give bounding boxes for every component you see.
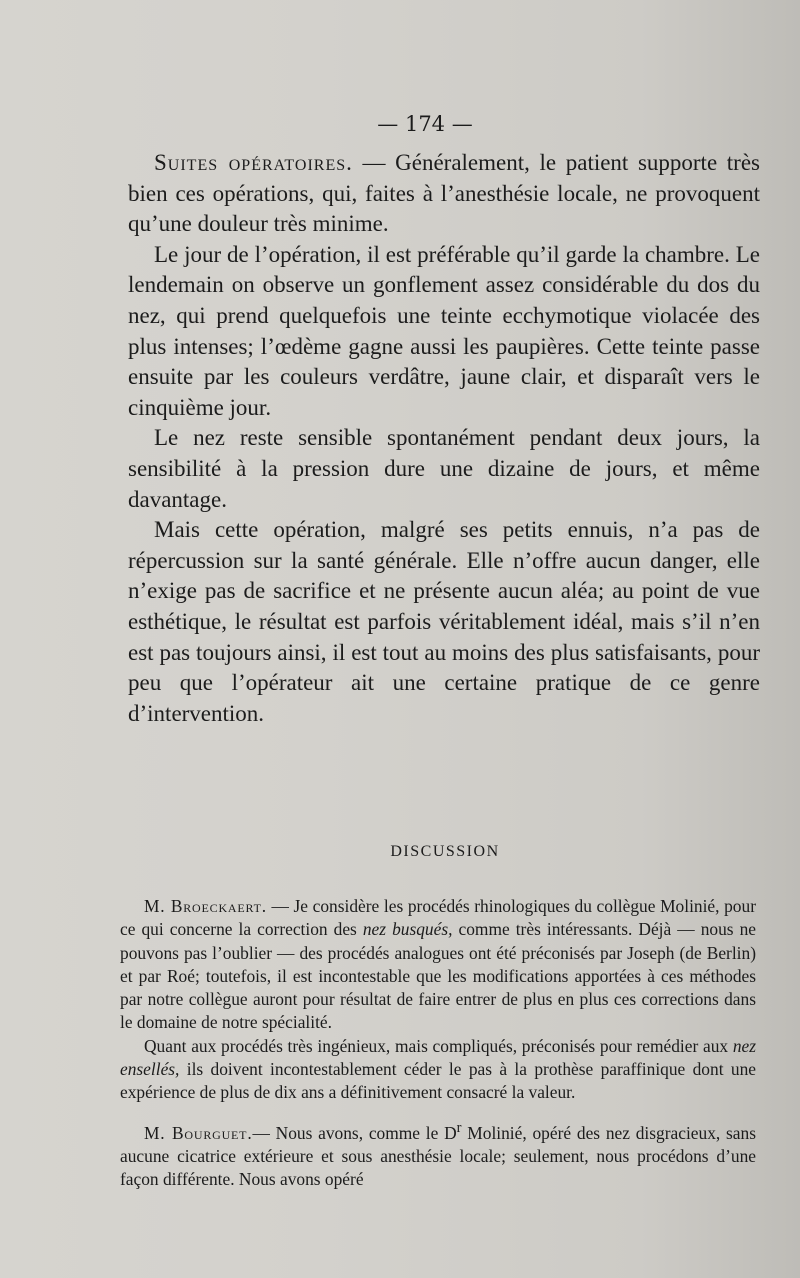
page-number: — 174 — <box>377 112 473 136</box>
paragraph-text: comme très intéressants. Déjà — nous ne pouvons pas l’oublier — des procédés analogues ont été préconisés par Joseph (de Berlin) et par Roé; toutefois, il est incontestable que les modifications apportées à ces méthodes par notre collègue auront pour résultat de faire entrer de plus en plus ces corrections dans le domaine de notre spécialité. <box>120 919 756 1033</box>
discussion-heading: DISCUSSION <box>390 843 500 860</box>
paragraph-jour-operation: Le jour de l’opération, il est préférable qu’il garde la chambre. Le lendemain on observe un gonflement assez considérable du dos du nez, qui prend quelquefois une teinte ecchymotique violacée des plus intenses; l’œdème gagne aussi les paupières. Cette teinte passe ensuite par les couleurs verdâtre, jaune clair, et disparaît vers le cinquième jour. <box>128 241 760 420</box>
discussion-paragraph-ensellés <box>120 1035 756 1105</box>
paragraph-text: — Nous avons, comme le D <box>252 1122 457 1143</box>
discussion-paragraph-broeckaert <box>120 895 756 1035</box>
speaker-name: M. Bourguet. <box>144 1122 253 1143</box>
paragraph-text: Molinié, opéré des nez disgracieux, sans aucune cicatrice extérieure et sous anesthésie locale; seulement, nous procédons d’une façon différente. Nous avons opéré <box>120 1122 756 1190</box>
paragraph-conclusion: Mais cette opération, malgré ses petits ennuis, n’a pas de répercussion sur la santé générale. Elle n’offre aucun danger, elle n’exige pas de sacrifice et ne présente aucun aléa; au point de vue esthétique, le résultat est parfois véritablement idéal, mais s’il n’en est pas toujours ainsi, il est tout au moins des plus satisfaisants, pour peu que l’opérateur ait une certaine pratique de ce genre d’intervention. <box>128 517 760 726</box>
italic-term: nez busqués, <box>362 919 453 940</box>
paragraph-suites-operatoires <box>128 148 760 240</box>
section-title: Suites opératoires. <box>154 150 353 175</box>
discussion-paragraph-bourguet <box>120 1117 756 1192</box>
paragraph-text: Quant aux procédés très ingénieux, mais compliqués, préconisés pour remédier aux <box>144 1035 733 1056</box>
main-text <box>128 148 760 729</box>
italic-term: nez ensellés, <box>120 1035 756 1080</box>
paragraph-nez-sensible: Le nez reste sensible spontanément pendant deux jours, la sensibilité à la pression dure une dizaine de jours, et même davantage. <box>128 425 760 512</box>
paragraph-text: — Je considère les procédés rhinologiques du collègue Molinié, pour ce qui concerne la correction des <box>120 896 756 940</box>
paragraph-text: — Généralement, le patient supporte très bien ces opérations, qui, faites à l’anesthésie locale, ne provoquent qu’une douleur très minime. <box>128 150 760 237</box>
superscript: r <box>456 1119 462 1136</box>
discussion-text <box>120 895 756 1191</box>
speaker-name: M. Broeckaert. <box>144 896 267 916</box>
paragraph-text: ils doivent incontestablement céder le pas à la prothèse paraffinique dont une expérience de plus de dix ans a définitivement consacré la valeur. <box>120 1059 756 1103</box>
